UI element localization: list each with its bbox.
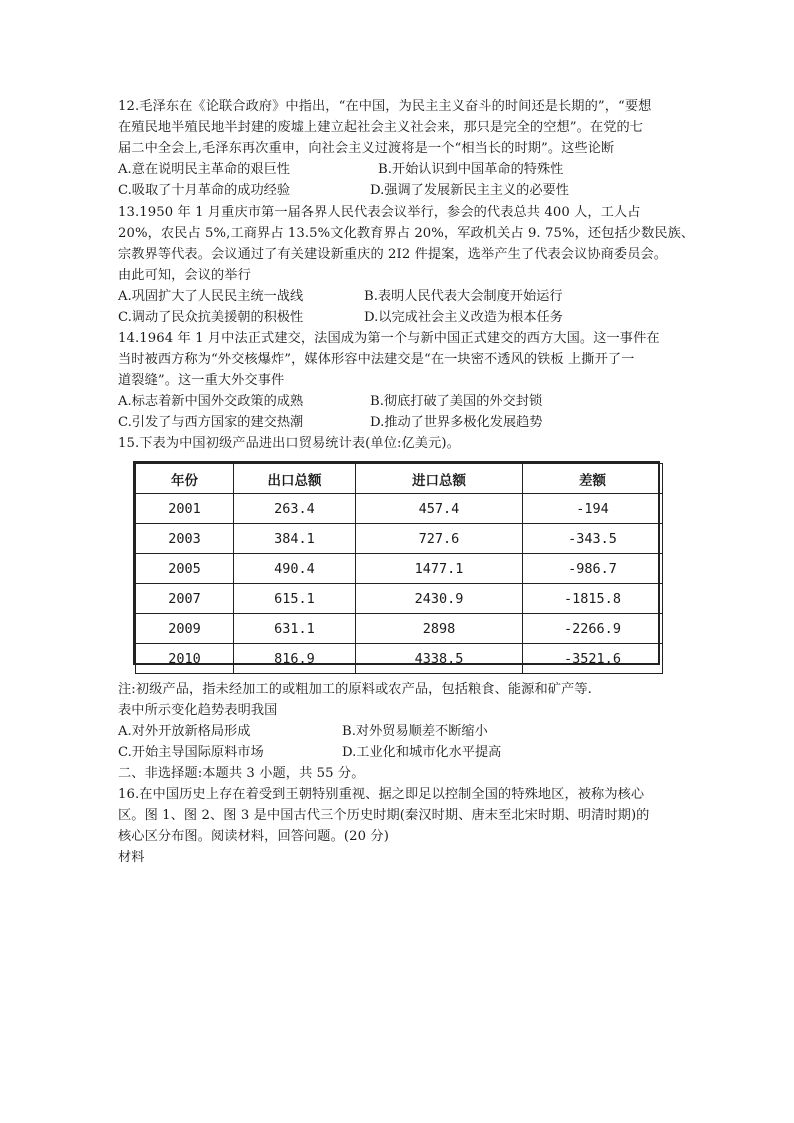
q15-option-c[interactable]: C.开始主导国际原料市场 (118, 745, 264, 760)
q13-option-d[interactable]: D.以完成社会主义改造为根本任务 (364, 310, 563, 325)
cell-balance: -194 (523, 494, 663, 524)
q13-line-3: 宗教界等代表。会议通过了有关建设新重庆的 2I2 件提案，选举产生了代表会议协商委员会。 (118, 247, 668, 262)
q12-option-b[interactable]: B.开始认识到中国革命的特殊性 (378, 162, 564, 177)
cell-year: 2009 (136, 614, 234, 644)
q13-line-4: 由此可知，会议的举行 (118, 268, 251, 283)
q13-option-c[interactable]: C.调动了民众抗美援朝的积极性 (118, 310, 304, 325)
header-year: 年份 (136, 464, 234, 494)
cell-year: 2001 (136, 494, 234, 524)
cell-import: 2898 (356, 614, 523, 644)
q15-option-b[interactable]: B.对外贸易顺差不断缩小 (342, 724, 488, 739)
cell-balance: -1815.8 (523, 584, 663, 614)
q12-option-c[interactable]: C.吸取了十月革命的成功经验 (118, 183, 291, 198)
cell-import: 457.4 (356, 494, 523, 524)
q14-line-1: 14.1964 年 1 月中法正式建交，法国成为第一个与新中国正式建交的西方大国。这一事件在 (118, 331, 660, 346)
cell-import: 1477.1 (356, 554, 523, 584)
cell-import: 727.6 (356, 524, 523, 554)
q15-note: 注:初级产品，指未经加工的或粗加工的原料或农产品，包括粮食、能源和矿产等. (118, 682, 592, 697)
q14-line-3: 道裂缝”。这一重大外交事件 (118, 373, 285, 388)
cell-export: 631.1 (234, 614, 356, 644)
q15-option-a[interactable]: A.对外开放新格局形成 (118, 724, 251, 739)
cell-year: 2005 (136, 554, 234, 584)
q12-line-3: 届二中全会上,毛泽东再次重申，向社会主义过渡将是一个“相当长的时期”。这些论断 (118, 141, 615, 156)
q15-option-d[interactable]: D.工业化和城市化水平提高 (342, 745, 502, 760)
table-header-row (136, 464, 663, 494)
cell-balance: -986.7 (523, 554, 663, 584)
cell-export: 615.1 (234, 584, 356, 614)
trade-statistics-table (133, 461, 660, 665)
header-export: 出口总额 (234, 464, 356, 494)
q14-option-b[interactable]: B.彻底打破了美国的外交封锁 (370, 394, 543, 409)
q13-line-2: 20%，农民占 5%,工商界占 13.5%文化教育界占 20%，军政机关占 9. 75%，还包括少数民族、 (118, 226, 695, 241)
q14-option-a[interactable]: A.标志着新中国外交政策的成熟 (118, 394, 304, 409)
q12-option-d[interactable]: D.强调了发展新民主主义的必要性 (370, 183, 569, 198)
q14-option-d[interactable]: D.推动了世界多极化发展趋势 (370, 415, 543, 430)
cell-balance: -3521.6 (523, 644, 663, 674)
q15-stem: 15.下表为中国初级产品进出口贸易统计表(单位:亿美元)。 (118, 436, 460, 451)
cell-year: 2007 (136, 584, 234, 614)
q13-option-b[interactable]: B.表明人民代表大会制度开始运行 (364, 289, 563, 304)
q12-line-1: 12.毛泽东在《论联合政府》中指出，“在中国，为民主主义奋斗的时间还是长期的”，“要想 (118, 99, 652, 114)
table-row (136, 644, 663, 674)
q12-option-a[interactable]: A.意在说明民主革命的艰巨性 (118, 162, 290, 177)
table-row (136, 554, 663, 584)
header-import: 进口总额 (356, 464, 523, 494)
cell-balance: -2266.9 (523, 614, 663, 644)
q15-question: 表中所示变化趋势表明我国 (118, 703, 278, 718)
q13-line-1: 13.1950 年 1 月重庆市第一届各界人民代表会议举行，参会的代表总共 400 人，工人占 (118, 205, 641, 220)
q14-line-2: 当时被西方称为“外交核爆炸”，媒体形容中法建交是“在一块密不透风的铁板 上撕开了一 (118, 352, 635, 367)
table-row (136, 584, 663, 614)
q12-line-2: 在殖民地半殖民地半封建的废墟上建立起社会主义社会来，那只是完全的空想”。在党的七 (118, 120, 644, 135)
cell-import: 4338.5 (356, 644, 523, 674)
section-2-heading: 二、非选择题:本题共 3 小题，共 55 分。 (118, 766, 365, 781)
table-row (136, 614, 663, 644)
cell-year: 2010 (136, 644, 234, 674)
q16-line-1: 16.在中国历史上存在着受到王朝特别重视、据之即足以控制全国的特殊地区，被称为核心 (118, 787, 645, 802)
q13-option-a[interactable]: A.巩固扩大了人民民主统一战线 (118, 289, 304, 304)
cell-export: 384.1 (234, 524, 356, 554)
cell-export: 490.4 (234, 554, 356, 584)
cell-year: 2003 (136, 524, 234, 554)
header-balance: 差额 (523, 464, 663, 494)
table-row (136, 494, 663, 524)
q16-line-2: 区。图 1、图 2、图 3 是中国古代三个历史时期(秦汉时期、唐末至北宋时期、明清时期)的 (118, 808, 650, 823)
q14-option-c[interactable]: C.引发了与西方国家的建交热潮 (118, 415, 304, 430)
q16-material-label: 材料 (118, 850, 145, 865)
q16-line-3: 核心区分布图。阅读材料，回答问题。(20 分) (118, 829, 389, 844)
cell-export: 816.9 (234, 644, 356, 674)
cell-import: 2430.9 (356, 584, 523, 614)
table-row (136, 524, 663, 554)
cell-export: 263.4 (234, 494, 356, 524)
cell-balance: -343.5 (523, 524, 663, 554)
